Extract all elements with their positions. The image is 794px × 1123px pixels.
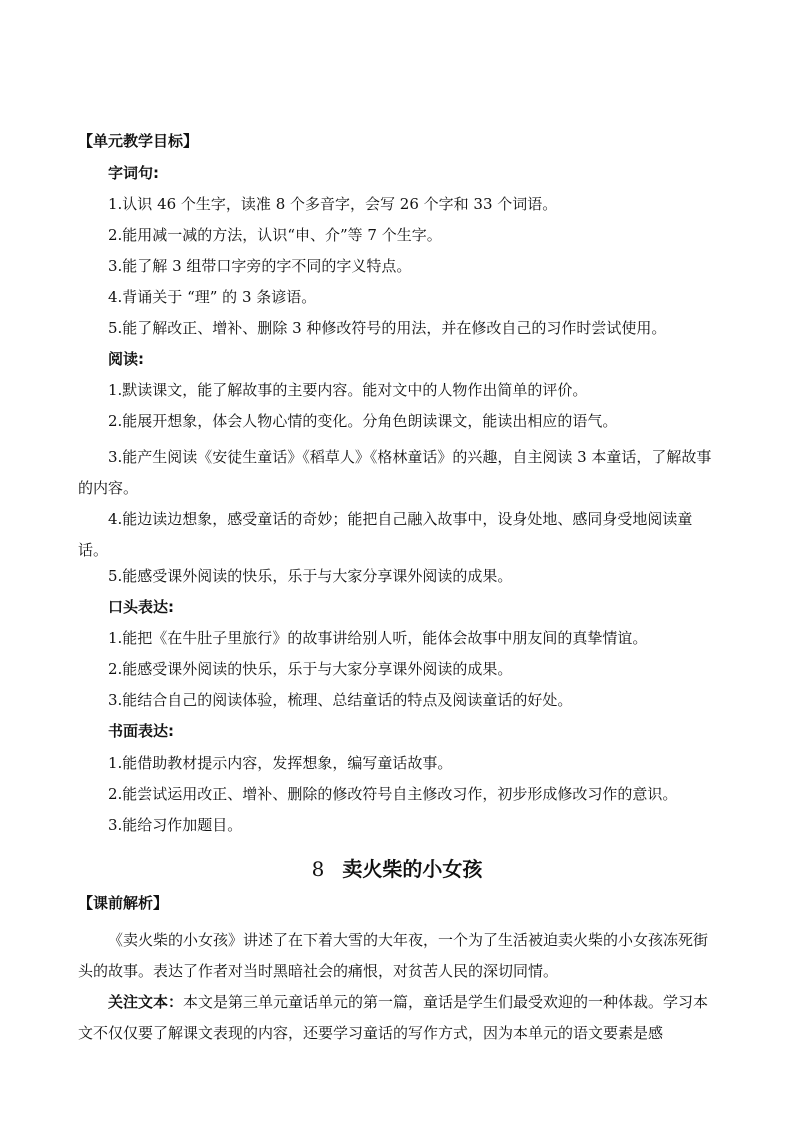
section-label-words: 字词句: bbox=[108, 164, 159, 182]
pre-analysis-heading: 【课前解析】 bbox=[78, 894, 169, 912]
reading-item-5: 5.能感受课外阅读的快乐，乐于与大家分享课外阅读的成果。 bbox=[108, 567, 513, 585]
lesson-title: 卖火柴的小女孩 bbox=[342, 857, 483, 881]
focus-label: 关注文本： bbox=[108, 993, 184, 1011]
oral-item-2: 2.能感受课外阅读的快乐，乐于与大家分享课外阅读的成果。 bbox=[108, 660, 513, 678]
oral-item-1: 1.能把《在牛肚子里旅行》的故事讲给别人听，能体会故事中朋友间的真挚情谊。 bbox=[108, 629, 648, 647]
written-item-3: 3.能给习作加题目。 bbox=[108, 816, 243, 834]
section-label-reading: 阅读: bbox=[108, 350, 144, 368]
reading-item-4: 4.能边读边想象，感受童话的奇妙；能把自己融入故事中，设身处地、感同身受地阅读童话。 bbox=[78, 510, 693, 559]
reading-item-3: 3.能产生阅读《安徒生童话》《稻草人》《格林童话》的兴趣，自主阅读 3 本童话，了解故事的内容。 bbox=[78, 448, 712, 497]
section-label-written: 书面表达: bbox=[108, 722, 174, 740]
words-item-5: 5.能了解改正、增补、删除 3 种修改符号的用法，并在修改自己的习作时尝试使用。 bbox=[108, 319, 667, 337]
lesson-number: 8 bbox=[311, 857, 325, 881]
words-item-4: 4.背诵关于 “理” 的 3 条谚语。 bbox=[108, 288, 317, 306]
reading-item-2: 2.能展开想象，体会人物心情的变化。分角色朗读课文，能读出相应的语气。 bbox=[108, 412, 618, 430]
lesson-title-row bbox=[0, 856, 794, 882]
unit-goals-heading: 【单元教学目标】 bbox=[78, 132, 199, 150]
focus-text: 本文是第三单元童话单元的第一篇，童话是学生们最受欢迎的一种体裁。学习本文不仅仅要了解课文表现的内容，还要学习童话的写作方式，因为本单元的语文要素是感 bbox=[78, 993, 709, 1042]
focus-text-paragraph bbox=[78, 987, 718, 1049]
written-item-1: 1.能借助教材提示内容，发挥想象，编写童话故事。 bbox=[108, 754, 453, 772]
section-label-oral: 口头表达: bbox=[108, 598, 174, 616]
words-item-3: 3.能了解 3 组带口字旁的字不同的字义特点。 bbox=[108, 257, 412, 275]
reading-item-1: 1.默读课文，能了解故事的主要内容。能对文中的人物作出简单的评价。 bbox=[108, 381, 588, 399]
written-item-2: 2.能尝试运用改正、增补、删除的修改符号自主修改习作，初步形成修改习作的意识。 bbox=[108, 785, 678, 803]
oral-item-3: 3.能结合自己的阅读体验，梳理、总结童话的特点及阅读童话的好处。 bbox=[108, 691, 573, 709]
words-item-2: 2.能用减一减的方法，认识“申、介”等 7 个生字。 bbox=[108, 226, 442, 244]
words-item-1: 1.认识 46 个生字，读准 8 个多音字，会写 26 个字和 33 个词语。 bbox=[108, 195, 558, 213]
lesson-intro-paragraph: 《卖火柴的小女孩》讲述了在下着大雪的大年夜，一个为了生活被迫卖火柴的小女孩冻死街头的故事。表达了作者对当时黑暗社会的痛恨，对贫苦人民的深切同情。 bbox=[78, 931, 709, 980]
